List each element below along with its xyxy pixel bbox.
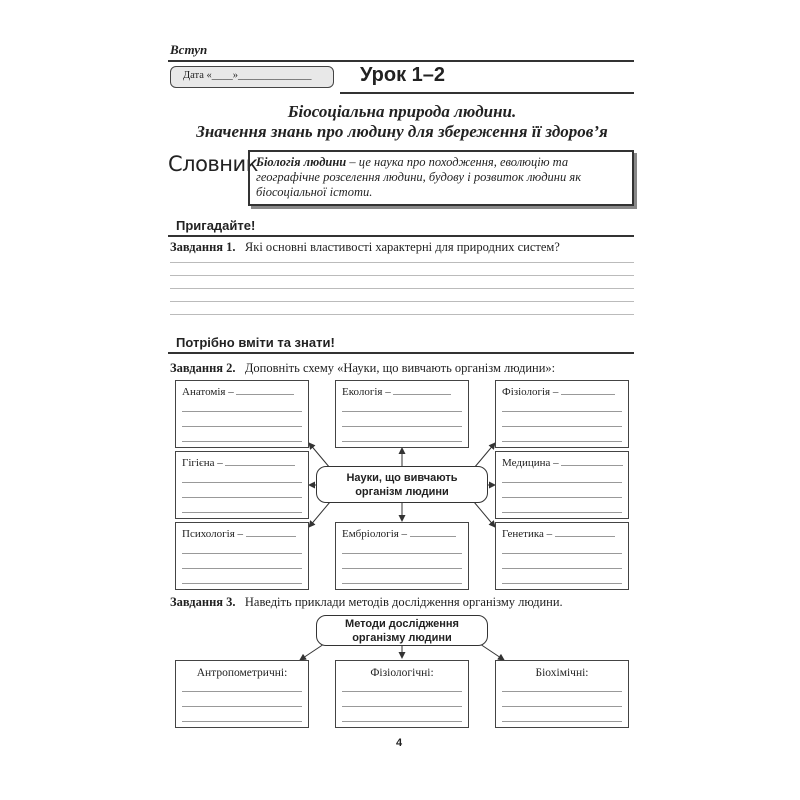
glossary-term: Біологія людини (256, 155, 347, 169)
date-label: Дата «____»______________ (183, 70, 312, 81)
science-label: Медицина – (502, 457, 559, 469)
glossary-label: Словник (168, 152, 258, 176)
science-box-ecology[interactable] (335, 380, 469, 448)
science-label: Анатомія – (182, 386, 234, 398)
science-label: Гігієна – (182, 457, 223, 469)
method-box-physiological[interactable] (335, 660, 469, 728)
science-box-embryology[interactable] (335, 522, 469, 590)
science-label: Генетика – (502, 528, 553, 540)
science-label: Ембріологія – (342, 528, 408, 540)
glossary-definition: – це наука про походження, еволюцію та географічне розселення людини, будову і розвиток людини як біосоціальної істоти. (256, 155, 582, 199)
science-box-genetics[interactable] (495, 522, 629, 590)
science-label: Фізіологія – (502, 386, 559, 398)
science-box-medicine[interactable] (495, 451, 629, 519)
task1-text: Які основні властивості характерні для природних систем? (244, 240, 560, 254)
science-box-hygiene[interactable] (175, 451, 309, 519)
science-box-anatomy[interactable] (175, 380, 309, 448)
recall-heading: Пригадайте! (176, 218, 256, 233)
section-title: Вступ (170, 42, 208, 57)
task1-label: Завдання 1. (170, 240, 236, 254)
science-label: Екологія – (342, 386, 391, 398)
methods-center-label: Методи дослідження організму людини (345, 618, 459, 644)
science-box-psychology[interactable] (175, 522, 309, 590)
page-number: 4 (396, 737, 403, 749)
lesson-title: Урок 1–2 (360, 64, 446, 86)
method-box-biochemical[interactable] (495, 660, 629, 728)
task3-label: Завдання 3. (170, 595, 236, 609)
sciences-center-label: Науки, що вивчають організм людини (346, 472, 458, 498)
topic-title-line2: Значення знань про людину для збереження її здоров’я (196, 122, 608, 141)
science-label: Психологія – (182, 528, 244, 540)
task2-label: Завдання 2. (170, 361, 236, 375)
method-box-anthropometric[interactable] (175, 660, 309, 728)
science-box-physiology[interactable] (495, 380, 629, 448)
method-label: Антропометричні: (196, 667, 288, 679)
methods-center-node (316, 615, 488, 646)
sciences-center-node (316, 466, 488, 503)
method-label: Біохімічні: (535, 667, 589, 679)
task2-text: Доповніть схему «Науки, що вивчають організм людини»: (244, 361, 556, 375)
method-label: Фізіологічні: (370, 667, 434, 679)
topic-title-line1: Біосоціальна природа людини. (287, 102, 517, 121)
know-heading: Потрібно вміти та знати! (176, 335, 335, 350)
task3-text: Наведіть приклади методів дослідження організму людини. (244, 595, 563, 609)
task3 (170, 595, 563, 610)
